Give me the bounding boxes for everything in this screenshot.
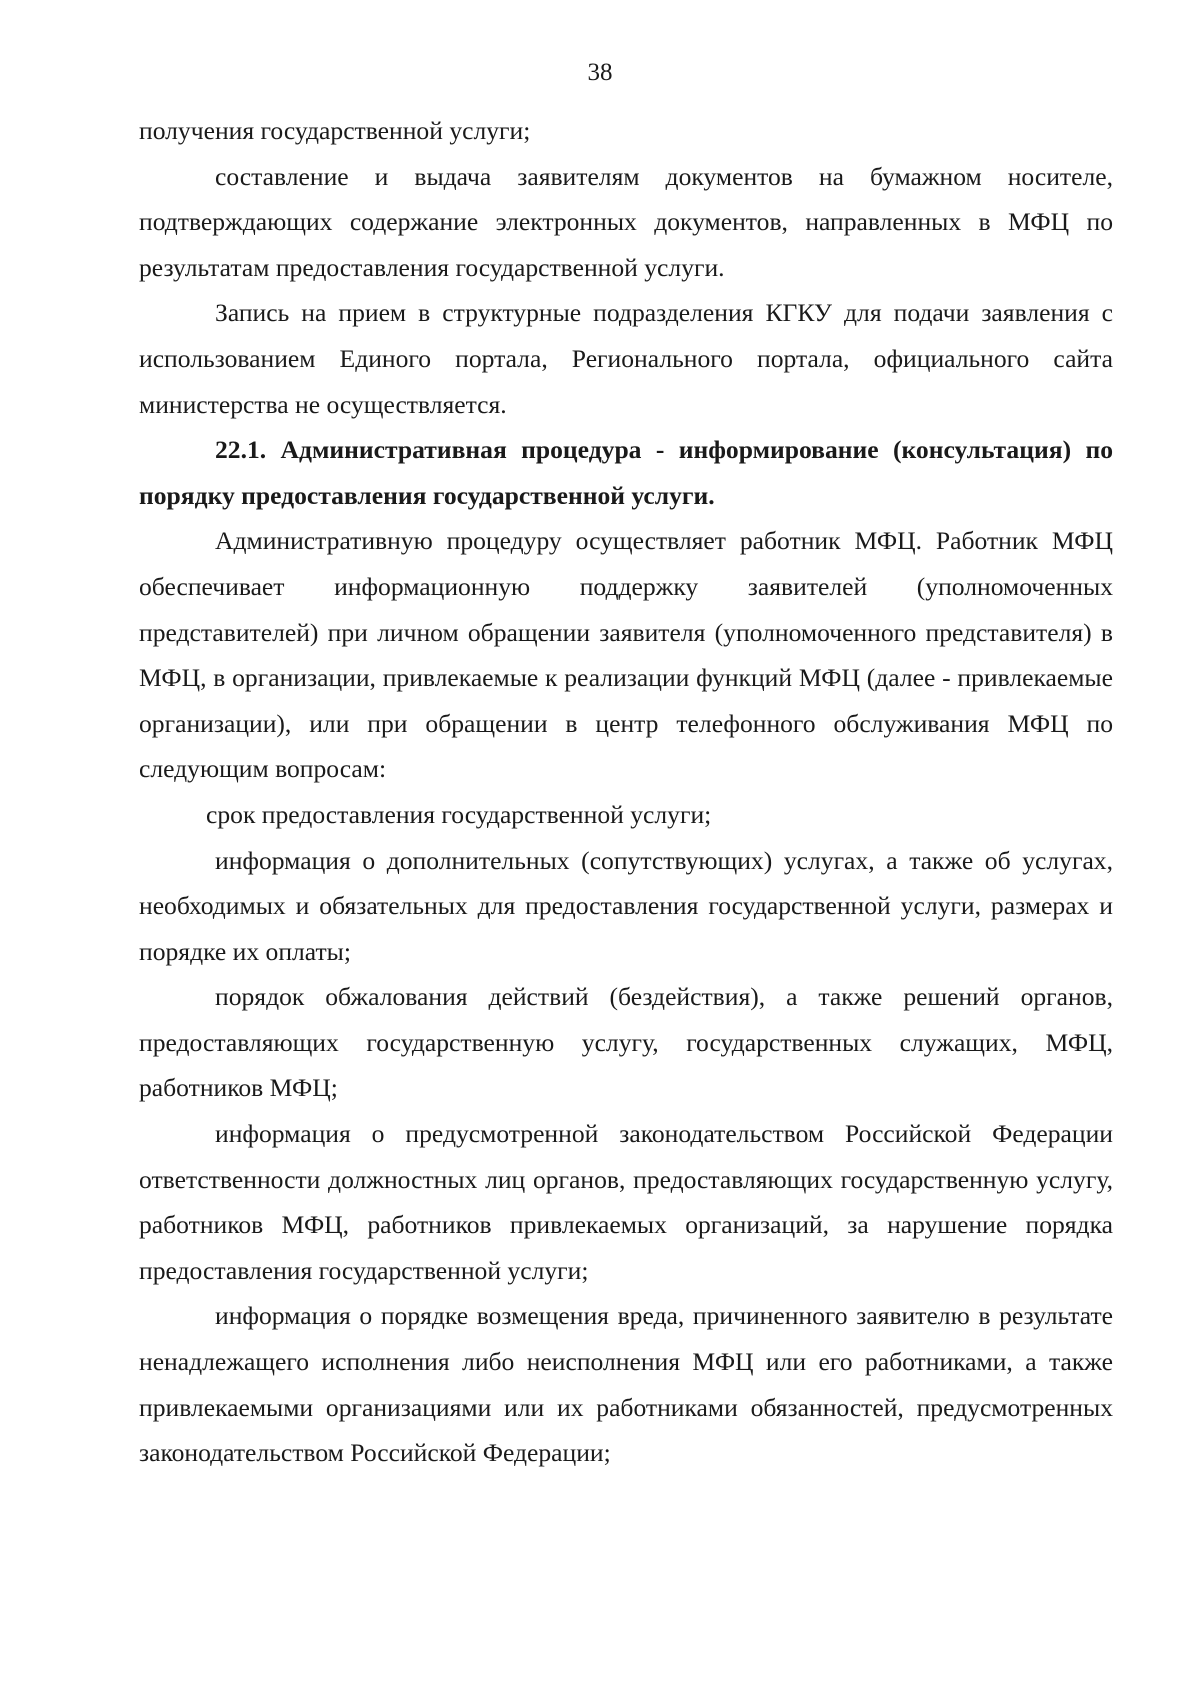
document-body xyxy=(139,108,1113,1476)
list-item-service-term: срок предоставления государственной услуги; xyxy=(206,799,712,829)
list-item-appeal-procedure: порядок обжалования действий (бездействия), а также решений органов, предоставляющих государственную услугу, государственных служащих, МФЦ, работников МФЦ; xyxy=(139,982,1113,1103)
page-number: 38 xyxy=(587,59,613,86)
paragraph-continuation: получения государственной услуги; xyxy=(139,116,531,145)
list-item-responsibility: информация о предусмотренной законодательством Российской Федерации ответственности должностных лиц органов, предоставляющих государственную услугу, работников МФЦ, работников привлекаемых организаций, за нарушение порядка предоставления государственной услуги; xyxy=(139,1119,1113,1285)
paragraph-procedure: Административную процедуру осуществляет работник МФЦ. Работник МФЦ обеспечивает информационную поддержку заявителей (уполномоченных представителей) при личном обращении заявителя (уполномоченного представителя) в МФЦ, в организации, привлекаемые к реализации функций МФЦ (далее - привлекаемые организации), или при обращении в центр телефонного обслуживания МФЦ по следующим вопросам: xyxy=(139,526,1113,784)
list-item-damage-compensation: информация о порядке возмещения вреда, причиненного заявителю в результате ненадлежащего исполнения либо неисполнения МФЦ или его работниками, а также привлекаемыми организациями или их работниками обязанностей, предусмотренных законодательством Российской Федерации; xyxy=(139,1301,1113,1468)
section-heading-22-1: 22.1. Административная процедура - информирование (консультация) по порядку предоставления государственной услуги. xyxy=(139,435,1113,510)
paragraph-appointment: Запись на прием в структурные подразделения КГКУ для подачи заявления с использованием Единого портала, Регионального портала, официального сайта министерства не осуществляется. xyxy=(139,298,1113,419)
list-item-additional-services: информация о дополнительных (сопутствующих) услугах, а также об услугах, необходимых и обязательных для предоставления государственной услуги, размерах и порядке их оплаты; xyxy=(139,845,1113,966)
paragraph-paper-documents: составление и выдача заявителям документов на бумажном носителе, подтверждающих содержание электронных документов, направленных в МФЦ по результатам предоставления государственной услуги. xyxy=(139,161,1113,282)
